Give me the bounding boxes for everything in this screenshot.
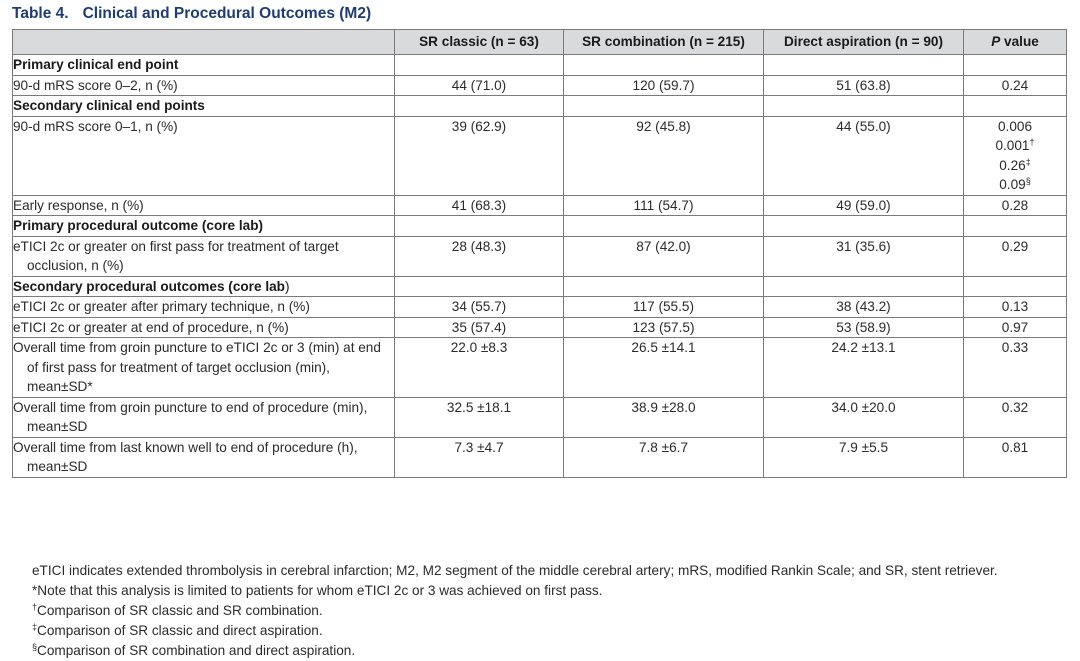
row-label: Overall time from groin puncture to eTICI 2c or 3 (min) at end of first pass for treatment of target occlusion (min), mean±SD* xyxy=(13,338,395,398)
row-label: Early response, n (%) xyxy=(13,195,395,216)
cell-sr-classic: 7.3 ±4.7 xyxy=(395,437,564,477)
cell-direct-aspiration: 31 (35.6) xyxy=(764,236,964,276)
cell-p-value: 0.97 xyxy=(964,317,1067,338)
footnote-double-dagger: ‡Comparison of SR classic and direct aspiration. xyxy=(32,622,323,638)
table-row xyxy=(13,236,1067,276)
cell-sr-classic: 28 (48.3) xyxy=(395,236,564,276)
cell-sr-classic: 35 (57.4) xyxy=(395,317,564,338)
cell-direct-aspiration: 51 (63.8) xyxy=(764,75,964,96)
cell-sr-combination: 111 (54.7) xyxy=(564,195,764,216)
header-sr-combination: SR combination (n = 215) xyxy=(564,30,764,55)
cell-p-value: 0.32 xyxy=(964,397,1067,437)
cell-direct-aspiration: 34.0 ±20.0 xyxy=(764,397,964,437)
header-p-value: P value xyxy=(964,30,1067,55)
section-title: Primary procedural outcome (core lab) xyxy=(13,216,395,237)
cell-p-value: 0.81 xyxy=(964,437,1067,477)
table-row xyxy=(13,317,1067,338)
section-row xyxy=(13,216,1067,237)
cell-sr-classic: 44 (71.0) xyxy=(395,75,564,96)
cell-sr-classic: 32.5 ±18.1 xyxy=(395,397,564,437)
cell-p-value: 0.33 xyxy=(964,338,1067,398)
table-row xyxy=(13,75,1067,96)
table-row xyxy=(13,116,1067,195)
p-value-comparison-1: 0.001† xyxy=(995,137,1035,153)
table-number: Table 4. xyxy=(12,5,69,22)
cell-sr-combination: 123 (57.5) xyxy=(564,317,764,338)
p-value-comparison-2: 0.26‡ xyxy=(999,156,1031,173)
table-footnotes xyxy=(32,561,998,661)
row-label: Overall time from last known well to end of procedure (h), mean±SD xyxy=(13,437,395,477)
table-caption xyxy=(12,5,371,23)
cell-sr-combination: 92 (45.8) xyxy=(564,116,764,195)
cell-p-value: 0.29 xyxy=(964,236,1067,276)
cell-p-value: 0.28 xyxy=(964,195,1067,216)
row-label: eTICI 2c or greater on first pass for treatment of target occlusion, n (%) xyxy=(13,236,395,276)
section-title: Secondary procedural outcomes (core lab) xyxy=(13,276,395,297)
cell-sr-combination: 120 (59.7) xyxy=(564,75,764,96)
header-sr-classic: SR classic (n = 63) xyxy=(395,30,564,55)
cell-sr-classic: 41 (68.3) xyxy=(395,195,564,216)
footnote-abbreviations: eTICI indicates extended thrombolysis in cerebral infarction; M2, M2 segment of the middle cerebral artery; mRS, modified Rankin Scale; and SR, stent retriever. xyxy=(32,563,998,578)
cell-direct-aspiration: 7.9 ±5.5 xyxy=(764,437,964,477)
cell-sr-combination: 117 (55.5) xyxy=(564,297,764,318)
cell-direct-aspiration: 44 (55.0) xyxy=(764,116,964,195)
cell-sr-combination: 38.9 ±28.0 xyxy=(564,397,764,437)
cell-sr-combination: 26.5 ±14.1 xyxy=(564,338,764,398)
section-row xyxy=(13,96,1067,117)
cell-sr-classic: 22.0 ±8.3 xyxy=(395,338,564,398)
cell-direct-aspiration: 53 (58.9) xyxy=(764,317,964,338)
cell-sr-combination: 7.8 ±6.7 xyxy=(564,437,764,477)
cell-p-value: 0.13 xyxy=(964,297,1067,318)
section-row xyxy=(13,276,1067,297)
header-label xyxy=(13,30,395,55)
p-value-overall: 0.006 xyxy=(997,118,1033,134)
table-row xyxy=(13,297,1067,318)
footnote-section-sign: §Comparison of SR combination and direct aspiration. xyxy=(32,642,356,658)
row-label: eTICI 2c or greater after primary technique, n (%) xyxy=(13,297,395,318)
footnote-dagger: †Comparison of SR classic and SR combination. xyxy=(32,602,323,618)
cell-direct-aspiration: 49 (59.0) xyxy=(764,195,964,216)
table-row xyxy=(13,397,1067,437)
row-label: Overall time from groin puncture to end of procedure (min), mean±SD xyxy=(13,397,395,437)
cell-sr-combination: 87 (42.0) xyxy=(564,236,764,276)
table-row xyxy=(13,195,1067,216)
header-row xyxy=(13,30,1067,55)
cell-p-value xyxy=(964,116,1067,195)
section-row xyxy=(13,55,1067,76)
table-row xyxy=(13,437,1067,477)
row-label: 90-d mRS score 0–2, n (%) xyxy=(13,75,395,96)
outcomes-table xyxy=(12,29,1067,478)
section-title: Secondary clinical end points xyxy=(13,96,395,117)
table-title: Clinical and Procedural Outcomes (M2) xyxy=(82,5,372,22)
p-value-comparison-3: 0.09§ xyxy=(999,176,1031,192)
footnote-asterisk: *Note that this analysis is limited to patients for whom eTICI 2c or 3 was achieved on first pass. xyxy=(32,583,603,598)
table-row xyxy=(13,338,1067,398)
section-title: Primary clinical end point xyxy=(13,55,395,76)
cell-direct-aspiration: 38 (43.2) xyxy=(764,297,964,318)
row-label: 90-d mRS score 0–1, n (%) xyxy=(13,116,395,195)
cell-sr-classic: 39 (62.9) xyxy=(395,116,564,195)
cell-p-value: 0.24 xyxy=(964,75,1067,96)
cell-direct-aspiration: 24.2 ±13.1 xyxy=(764,338,964,398)
row-label: eTICI 2c or greater at end of procedure, n (%) xyxy=(13,317,395,338)
cell-sr-classic: 34 (55.7) xyxy=(395,297,564,318)
header-direct-aspiration: Direct aspiration (n = 90) xyxy=(764,30,964,55)
